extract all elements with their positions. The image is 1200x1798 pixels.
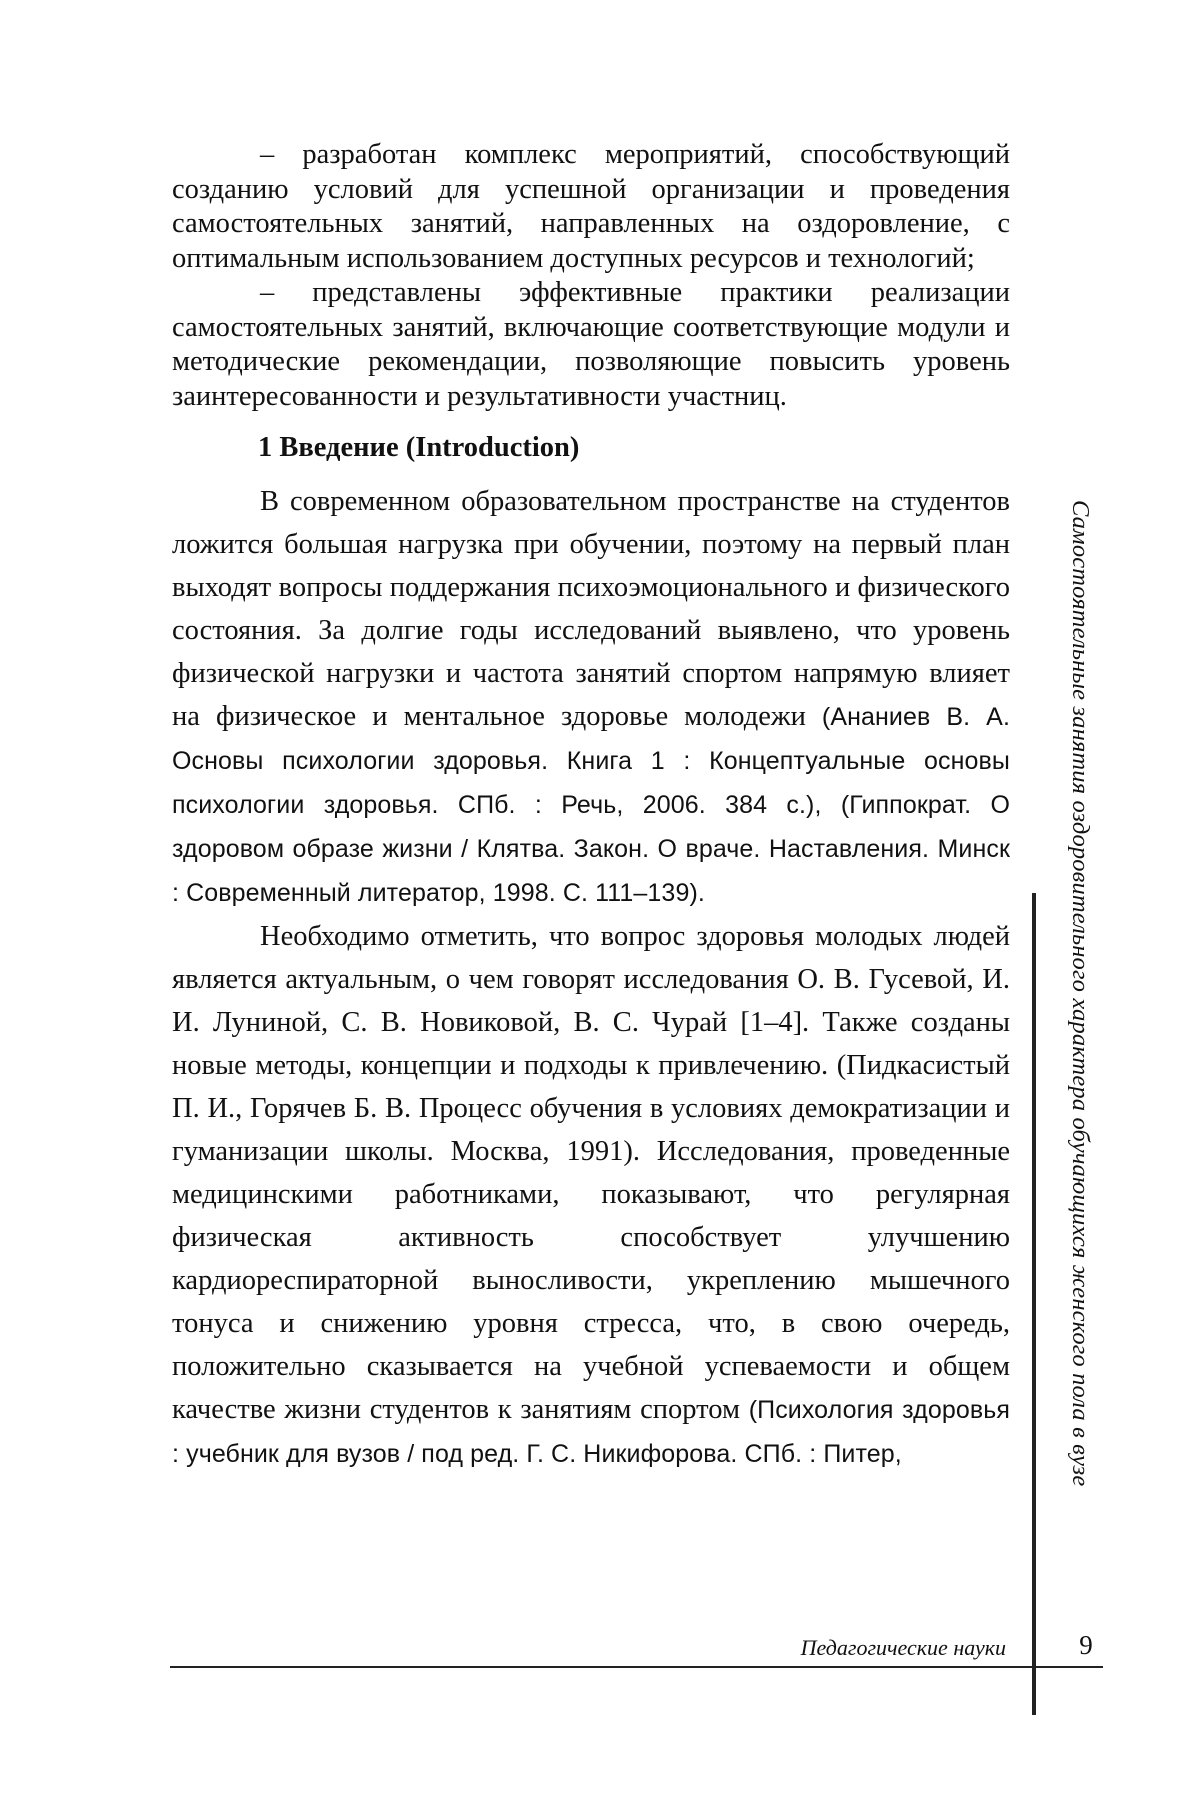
footer-journal-name: Педагогические науки: [700, 1634, 1006, 1662]
intro-item-2: – представлены эффективные практики реализации самостоятельных занятий, включающие соответствующие модули и методические рекомендации, позволяющие повысить уровень заинтересованности и результативности участниц.: [172, 276, 1010, 414]
body-paragraph-2-text: Необходимо отметить, что вопрос здоровья молодых людей является актуальным, о чем говорят исследования О. В. Гусевой, И. И. Луниной, С. В. Новиковой, В. С. Чурай [1–4]. Также созданы новые методы, концепции и подходы к привлечению. (Пидкасистый П. И., Горячев Б. В. Процесс обучения в условиях демократизации и гуманизации школы. Москва, 1991). Исследования, проведенные медицинскими работниками, показывают, что регулярная физическая активность способствует улучшению кардиореспираторной выносливости, укреплению мышечного тонуса и снижению уровня стресса, что, в свою очередь, положительно сказывается на учебной успеваемости и общем качестве жизни студентов к занятиям спортом: [172, 921, 1010, 1425]
body-paragraph-1-text: В современном образовательном пространстве на студентов ложится большая нагрузка при обучении, поэтому на первый план выходят вопросы поддержания психоэмоционального и физического состояния. За долгие годы исследований выявлено, что уровень физической нагрузки и частота занятий спортом напрямую влияет на физическое и ментальное здоровье молодежи: [172, 486, 1010, 732]
body-paragraph-2-references: (Психология здоровья : учебник для вузов / под ред. Г. С. Никифорова. СПб. : Питер,: [172, 1396, 1010, 1468]
body-paragraph-2: [172, 915, 1010, 1476]
document-page: [0, 0, 1200, 1798]
page-number: 9: [1056, 1628, 1116, 1662]
section-body: [172, 480, 1010, 1476]
running-title-text: Самостоятельные занятия оздоровительного характера обучающихся женского пола в вузе: [1060, 500, 1100, 1460]
footer-rule: [170, 1666, 1103, 1668]
body-paragraph-1-references: (Ананиев В. А. Основы психологии здоровья. Книга 1 : Концептуальные основы психологии здоровья. СПб. : Речь, 2006. 384 с.), (Гиппократ. О здоровом образе жизни / Клятва. Закон. О враче. Наставления. Минск : Современный литератор, 1998. С. 111–139).: [172, 703, 1010, 907]
intro-item-1: – разработан комплекс мероприятий, способствующий созданию условий для успешной организации и проведения самостоятельных занятий, направленных на оздоровление, с оптимальным использованием доступных ресурсов и технологий;: [172, 138, 1010, 276]
vertical-rule: [1032, 893, 1036, 1715]
section-heading: 1 Введение (Introduction): [258, 430, 579, 466]
intro-list: [172, 138, 1010, 414]
running-title: [1060, 500, 1100, 1460]
body-paragraph-1: [172, 480, 1010, 915]
